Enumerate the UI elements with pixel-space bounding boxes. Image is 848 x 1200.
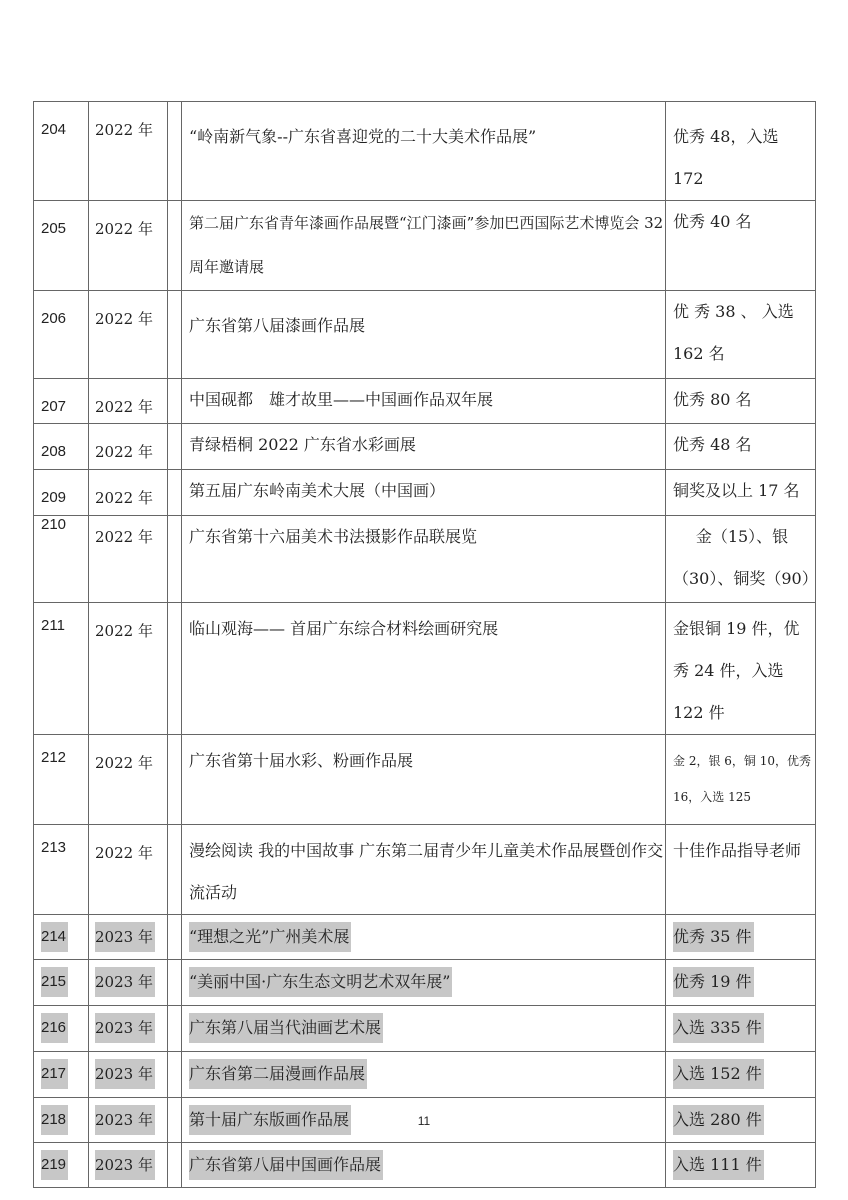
award-result: 金银铜 19 件，优秀 24 件，入选 122 件 [673, 619, 800, 722]
exhibition-name: “美丽中国·广东生态文明艺术双年展” [182, 960, 665, 997]
award-result: 入选 111 件 [666, 1143, 815, 1180]
page-number: 11 [417, 1114, 431, 1128]
exhibition-name: 广东省第十六届美术书法摄影作品联展览 [189, 527, 478, 546]
row-year: 2022 年 [95, 528, 153, 546]
award-result: 优秀 48 名 [673, 435, 752, 454]
row-number: 210 [41, 516, 67, 533]
table-row [34, 735, 816, 825]
row-year: 2023 年 [89, 1143, 167, 1180]
row-year: 2022 年 [95, 443, 153, 461]
row-year: 2023 年 [89, 960, 167, 997]
table-row [34, 915, 816, 960]
row-year: 2023 年 [89, 1052, 167, 1089]
row-number: 219 [34, 1143, 88, 1180]
exhibition-name: 广东省第十届水彩、粉画作品展 [189, 751, 414, 770]
row-number: 217 [34, 1052, 88, 1089]
row-number: 216 [34, 1006, 88, 1043]
award-result: 金 2，银 6，铜 10，优秀 16，入选 125 [673, 754, 811, 804]
award-result: 入选 335 件 [666, 1006, 815, 1043]
exhibition-name: 第十届广东版画作品展 [182, 1098, 665, 1135]
exhibition-name: 第五届广东岭南美术大展（中国画） [189, 481, 446, 500]
exhibition-name: 广东省第八届漆画作品展 [189, 316, 366, 335]
row-year: 2022 年 [95, 310, 153, 328]
row-year: 2022 年 [95, 622, 153, 640]
row-number: 204 [41, 121, 67, 138]
row-year: 2022 年 [95, 754, 153, 772]
table-row [34, 424, 816, 470]
row-number: 211 [41, 617, 65, 634]
awards-table [33, 101, 816, 1188]
row-number: 206 [41, 310, 67, 327]
table-row [34, 1143, 816, 1188]
award-result: 优秀 80 名 [673, 390, 752, 409]
table-row [34, 603, 816, 735]
row-number: 212 [41, 749, 67, 766]
exhibition-name: 临山观海—— 首届广东综合材料绘画研究展 [189, 619, 499, 638]
table-row [34, 102, 816, 201]
row-year: 2022 年 [95, 220, 153, 238]
table-row [34, 379, 816, 424]
table-row [34, 201, 816, 291]
award-result: 入选 152 件 [666, 1052, 815, 1089]
row-number: 218 [34, 1098, 88, 1135]
table-row [34, 1006, 816, 1052]
exhibition-name: 广东省第二届漫画作品展 [182, 1052, 665, 1089]
award-result: 优 秀 38 、 入选 162 名 [673, 302, 794, 363]
exhibition-name: “岭南新气象--广东省喜迎党的二十大美术作品展” [189, 127, 537, 146]
table-row [34, 516, 816, 603]
row-year: 2023 年 [89, 915, 167, 952]
exhibition-name: “理想之光”广州美术展 [182, 915, 665, 952]
exhibition-name: 青绿梧桐 2022 广东省水彩画展 [189, 435, 416, 454]
award-result: 优秀 48，入选 172 [673, 127, 779, 188]
exhibition-name: 漫绘阅读 我的中国故事 广东第二届青少年儿童美术作品展暨创作交流活动 [189, 841, 664, 902]
exhibition-name: 广东省第八届中国画作品展 [182, 1143, 665, 1180]
award-result: 优秀 19 件 [666, 960, 815, 997]
award-result: 十佳作品指导老师 [673, 841, 802, 860]
row-year: 2022 年 [95, 398, 153, 416]
row-number: 215 [34, 960, 88, 997]
row-number: 208 [41, 443, 67, 460]
table-row [34, 470, 816, 516]
row-number: 214 [34, 915, 88, 952]
table-row [34, 825, 816, 915]
table-row [34, 960, 816, 1006]
row-number: 207 [41, 398, 67, 415]
row-year: 2022 年 [95, 844, 153, 862]
row-number: 209 [41, 489, 67, 506]
award-result: 金（15）、银（30）、铜奖（90） [673, 527, 818, 588]
row-year: 2022 年 [95, 121, 153, 139]
table-row [34, 1052, 816, 1098]
table-row [34, 291, 816, 379]
row-number: 213 [41, 839, 67, 856]
award-result: 优秀 35 件 [666, 915, 815, 952]
row-number: 205 [41, 220, 67, 237]
row-year: 2022 年 [95, 489, 153, 507]
row-year: 2023 年 [89, 1006, 167, 1043]
exhibition-name: 第二届广东省青年漆画作品展暨“江门漆画”参加巴西国际艺术博览会 32 周年邀请展 [189, 214, 664, 276]
row-year: 2023 年 [89, 1098, 167, 1135]
exhibition-name: 中国砚都 雄才故里——中国画作品双年展 [189, 390, 494, 409]
award-result: 铜奖及以上 17 名 [673, 481, 800, 500]
exhibition-name: 广东第八届当代油画艺术展 [182, 1006, 665, 1043]
award-result: 入选 280 件 [666, 1098, 815, 1135]
award-result: 优秀 40 名 [673, 212, 752, 231]
